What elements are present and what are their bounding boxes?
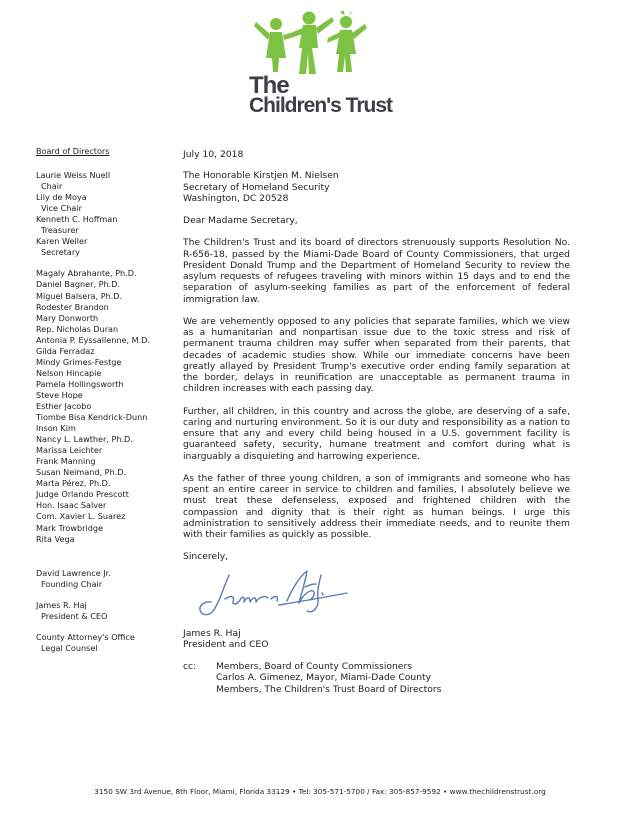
- board-member: Rep. Nicholas Duran: [36, 323, 119, 334]
- board-officer-role: Chair: [41, 181, 63, 192]
- board-officer-name: Karen Weller: [36, 236, 88, 247]
- salutation: Dear Madame Secretary,: [183, 215, 298, 226]
- founder-role: Founding Chair: [41, 578, 103, 589]
- footer-contact: 3150 SW 3rd Avenue, 8th Floor, Miami, Florida 33129 • Tel: 305-571-5700 / Fax: 305-857-9592 • www.thechildrenstrust.org: [94, 787, 546, 796]
- cc-recipient: Carlos A. Gimenez, Mayor, Miami-Dade County: [216, 672, 432, 684]
- board-member: Mark Trowbridge: [36, 522, 103, 533]
- board-officer-name: Laurie Weiss Nuell: [36, 170, 111, 181]
- board-member: Antonia P. Eyssallenne, M.D.: [36, 334, 150, 345]
- closing: Sincerely,: [183, 551, 229, 563]
- board-member: Esther Jacobo: [36, 400, 92, 411]
- board-member: Gilda Ferradaz: [36, 345, 95, 356]
- board-of-directors-sidebar: [36, 146, 166, 654]
- board-title: Board of Directors: [36, 146, 110, 156]
- logo-the-text: The: [249, 72, 289, 99]
- ceo-role: President & CEO: [41, 610, 108, 621]
- recipient-address: [183, 170, 570, 204]
- recipient-line: Washington, DC 20528: [183, 192, 289, 204]
- board-member: Rodester Brandon: [36, 301, 109, 312]
- founder-name: David Lawrence Jr.: [36, 567, 111, 578]
- recipient-line: The Honorable Kirstjen M. Nielsen: [183, 170, 339, 182]
- board-member: Nancy L. Lawther, Ph.D.: [36, 434, 133, 445]
- board-member: Marta Pérez, Ph.D.: [36, 478, 111, 489]
- recipient-line: Secretary of Homeland Security: [183, 181, 330, 193]
- board-member: Com. Xavier L. Suarez: [36, 511, 126, 522]
- board-officer-name: Kenneth C. Hoffman: [36, 214, 118, 225]
- signer-name: James R. Haj: [183, 627, 241, 639]
- board-member: Marissa Leichter: [36, 445, 103, 456]
- letter-paragraph: The Children's Trust and its board of directors strenuously supports Resolution No. R-656-18, passed by the Miami-Dade Board of County Commissioners, that urged President Donald Trump and the Department of Homeland Security to review the asylum requests of refugees traveling with minors within 15 days and to end the separation of asylum-seeking families as part of the enforcement of federal immigration law.: [183, 237, 570, 305]
- board-member: Steve Hope: [36, 389, 83, 400]
- board-member: Daniel Bagner, Ph.D.: [36, 279, 120, 290]
- board-officer-role: Secretary: [41, 247, 80, 258]
- letter-paragraph: As the father of three young children, a son of immigrants and someone who has spent an entire career in service to children and families, I absolutely believe we must treat these defenseless, exposed and frightened children with the compassion and dignity that is their right as human beings. I urge this administration to sensitively address their immediate needs, and to reunite them with their families as quickly as possible.: [183, 472, 570, 540]
- counsel-role: Legal Counsel: [41, 642, 98, 653]
- children-figures-icon: [246, 10, 396, 80]
- ceo-name: James R. Haj: [36, 599, 87, 610]
- board-member: Mindy Grimes-Festge: [36, 356, 122, 367]
- letter-date: July 10, 2018: [183, 149, 244, 160]
- signature: [195, 565, 570, 620]
- board-member: Miguel Balsera, Ph.D.: [36, 290, 123, 301]
- board-member: Frank Manning: [36, 456, 96, 467]
- board-member: Hon. Isaac Salver: [36, 500, 107, 511]
- cc-list: [216, 661, 441, 695]
- handwritten-signature-icon: [195, 565, 355, 620]
- cc-recipient: Members, Board of County Commissioners: [216, 661, 413, 672]
- signer-title: President and CEO: [183, 638, 269, 650]
- board-officer-name: Lily de Moya: [36, 192, 87, 203]
- letter-body: [183, 149, 570, 695]
- childrens-trust-logo: [246, 10, 396, 122]
- letter-paragraph: Further, all children, in this country and across the globe, are deserving of a safe, caring and nurturing environment. So it is our duty and responsibility as a nation to ensure that any and every child being housed in a U.S. government facility is guaranteed safety, security, humane treatment and comfort during what is inarguably a disquieting and harrowing experience.: [183, 405, 570, 462]
- cc-label: cc:: [183, 661, 197, 672]
- board-officer-role: Treasurer: [41, 225, 79, 236]
- board-member: Rita Vega: [36, 533, 75, 544]
- board-member: Inson Kim: [36, 423, 76, 434]
- board-member: Judge Orlando Prescott: [36, 489, 129, 500]
- board-member: Magaly Abrahante, Ph.D.: [36, 268, 137, 279]
- cc-recipient: Members, The Children's Trust Board of Directors: [216, 683, 442, 695]
- board-member: Susan Neimand, Ph.D.: [36, 467, 127, 478]
- board-member: Tiombe Bisa Kendrick-Dunn: [36, 412, 148, 423]
- board-officer-role: Vice Chair: [41, 203, 82, 214]
- logo-name-text: Children's Trust: [249, 94, 393, 117]
- board-member: Pamela Hollingsworth: [36, 378, 124, 389]
- board-member: Nelson Hincapie: [36, 367, 102, 378]
- counsel-name: County Attorney's Office: [36, 631, 135, 642]
- board-member: Mary Donworth: [36, 312, 99, 323]
- cc-block: [183, 661, 570, 695]
- letter-paragraph: We are vehemently opposed to any policies that separate families, which we view as a humanitarian and nonpartisan issue due to the toxic stress and risk of permanent trauma children may suffer when separated from their parents, that decades of academic studies show. While our immediate concerns have been greatly allayed by President Trump's executive order ending family separation at the border, delays in reunification are unacceptable as permanent trauma in children increases with each passing day.: [183, 315, 570, 395]
